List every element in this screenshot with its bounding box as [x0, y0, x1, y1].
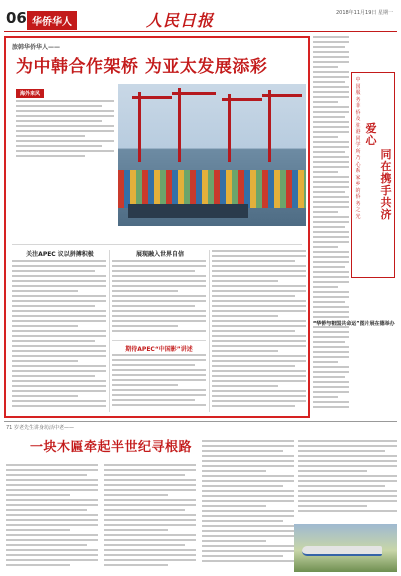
column-c-text — [112, 354, 206, 412]
sidebar-big-title-b: 同在携手共济 — [380, 148, 392, 221]
date-line: 2018年11月19日 星期一 — [335, 10, 393, 16]
column-b-text — [112, 260, 206, 336]
sidebar-vertical-title: 中国服务菲侨及驻港同学所乃心系家乡的侨务之光 — [355, 77, 361, 220]
newspaper-logo: 人民日报 — [146, 11, 215, 30]
lede-text — [16, 100, 114, 158]
masthead — [4, 8, 397, 32]
train-photo — [294, 524, 397, 572]
page-name-badge: 华侨华人 — [27, 11, 77, 30]
subheading-a: 关注APEC 议以拼搏积极 — [26, 251, 94, 258]
bottom-column-a — [6, 464, 98, 572]
sidebar-caption: “华侨与祖国共命运”图片展在德举办 — [313, 321, 395, 327]
sidebar-text — [313, 36, 349, 416]
sidebar-feature-box — [351, 72, 395, 278]
subheading-b: 展现融入世界自信 — [135, 251, 184, 258]
column-tag: 旅韩华侨华人—— — [12, 44, 61, 51]
port-photo — [118, 84, 306, 226]
bottom-column-d — [298, 440, 397, 520]
column-a-text — [12, 260, 106, 412]
right-sidebar — [313, 36, 397, 418]
feature-article-box — [4, 36, 310, 418]
feature-headline: 为中韩合作架桥 为亚太发展添彩 — [16, 57, 268, 77]
page-number: 06 — [6, 9, 27, 27]
bottom-column-tag: 71 岁老先生讲身坊活中老—— — [6, 425, 74, 431]
sidebar-big-title-a: 爱心 — [365, 122, 377, 147]
column-d-text — [212, 250, 306, 412]
bottom-headline: 一块木匾牵起半世纪寻根路 — [30, 440, 193, 455]
bottom-column-b — [104, 464, 196, 572]
subheading-c: 期待APEC“中国影”讲述 — [125, 346, 193, 353]
bottom-column-c — [202, 440, 294, 572]
section-badge: 海外来风 — [16, 89, 44, 98]
